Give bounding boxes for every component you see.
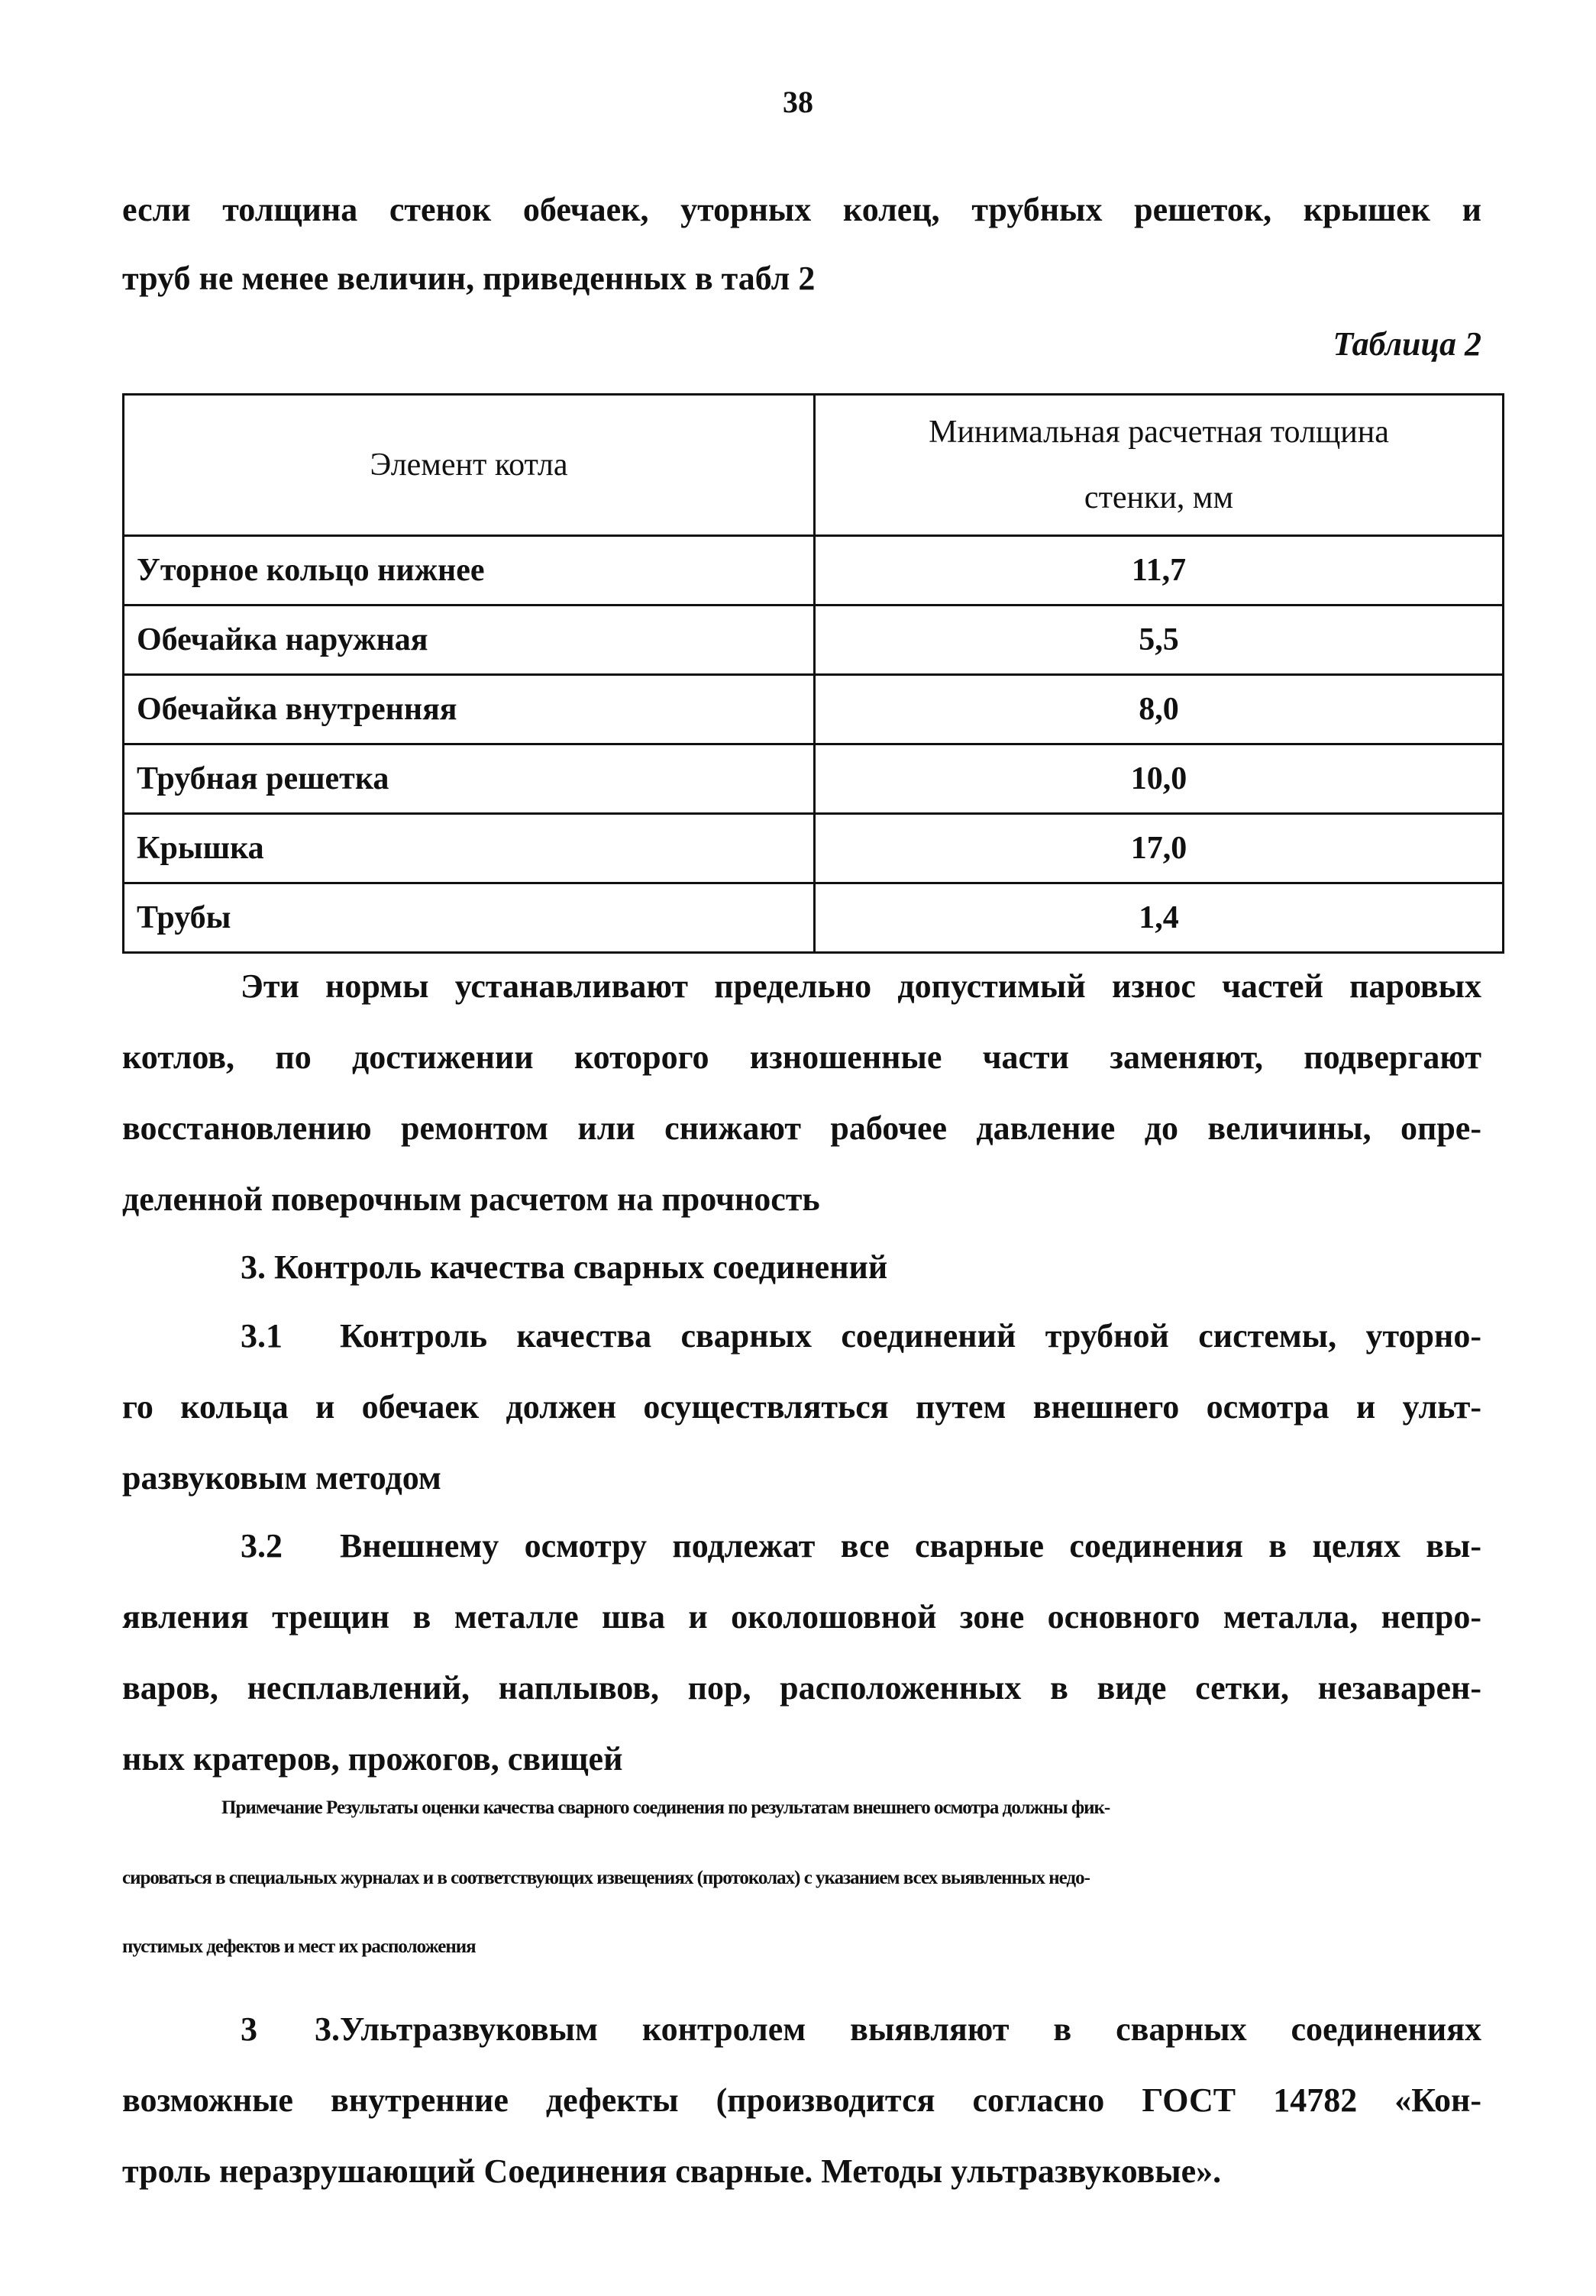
note-line-1: Примечание Результаты оценки качества сварного соединения по результатам внешнего осмотра должны фик- bbox=[221, 1797, 1110, 1818]
note-line-2: сироваться в специальных журналах и в соответствующих извещениях (протоколах) с указанием всех выявленных недо- bbox=[122, 1868, 1090, 1888]
norms-line-4: деленной поверочным расчетом на прочность bbox=[122, 1180, 820, 1218]
row-value: 1,4 bbox=[815, 883, 1504, 953]
row-value: 11,7 bbox=[815, 536, 1504, 605]
row-element: Крышка bbox=[124, 814, 815, 883]
header-thickness-line-2: стенки, мм bbox=[1084, 480, 1234, 515]
clause-3-2-text: Внешнему осмотру подлежат все сварные соединения в целях вы- bbox=[340, 1527, 1481, 1565]
table-row bbox=[124, 814, 1504, 883]
note-line-3: пустимых дефектов и мест их расположения bbox=[122, 1936, 476, 1957]
clause-3-2-number: 3.2 bbox=[241, 1527, 283, 1565]
row-element: Обечайка внутренняя bbox=[124, 675, 815, 744]
row-value: 5,5 bbox=[815, 605, 1504, 675]
clause-3-2-line-1 bbox=[241, 1523, 1481, 1569]
page-number: 38 bbox=[783, 85, 813, 119]
row-element: Трубы bbox=[124, 883, 815, 953]
table-row bbox=[124, 883, 1504, 953]
clause-3-1-number: 3.1 bbox=[241, 1317, 283, 1355]
clause-3-1-line-3: развуковым методом bbox=[122, 1459, 441, 1497]
table-row bbox=[124, 536, 1504, 605]
clause-3-2-line-4: ных кратеров, прожогов, свищей bbox=[122, 1740, 623, 1778]
intro-line-2: труб не менее величин, приведенных в табл 2 bbox=[122, 260, 816, 297]
table-row bbox=[124, 675, 1504, 744]
row-value: 10,0 bbox=[815, 744, 1504, 814]
row-element: Обечайка наружная bbox=[124, 605, 815, 675]
header-element: Элемент котла bbox=[124, 395, 815, 536]
clause-3-1-text: Контроль качества сварных соединений трубной системы, уторно- bbox=[340, 1317, 1481, 1355]
intro-line-1: если толщина стенок обечаек, уторных колец, трубных решеток, крышек и bbox=[122, 191, 1481, 228]
clause-3-2-line-3: варов, несплавлений, наплывов, пор, расположенных в виде сетки, незаварен- bbox=[122, 1669, 1481, 1707]
thickness-table bbox=[122, 393, 1504, 954]
clause-3-1-line-1 bbox=[241, 1313, 1481, 1359]
norms-line-3: восстановлению ремонтом или снижают рабочее давление до величины, опре- bbox=[122, 1109, 1481, 1147]
norms-line-2: котлов, по достижении которого изношенные части заменяют, подвергают bbox=[122, 1038, 1481, 1076]
table-header-row bbox=[124, 395, 1504, 536]
table-row bbox=[124, 605, 1504, 675]
header-thickness bbox=[815, 395, 1504, 536]
row-value: 8,0 bbox=[815, 675, 1504, 744]
clause-3-2-line-2: явления трещин в металле шва и околошовной зоне основного металла, непро- bbox=[122, 1598, 1481, 1636]
row-element: Уторное кольцо нижнее bbox=[124, 536, 815, 605]
clause-3-1-line-2: го кольца и обечаек должен осуществляться путем внешнего осмотра и ульт- bbox=[122, 1388, 1481, 1426]
row-element: Трубная решетка bbox=[124, 744, 815, 814]
row-value: 17,0 bbox=[815, 814, 1504, 883]
clause-3-3-line-1 bbox=[241, 2007, 1481, 2052]
section-3-heading: 3. Контроль качества сварных соединений bbox=[241, 1248, 888, 1286]
clause-3-3-text: Ультразвуковым контролем выявляют в сварных соединениях bbox=[340, 2010, 1481, 2048]
norms-line-1: Эти нормы устанавливают предельно допустимый износ частей паровых bbox=[241, 967, 1481, 1005]
clause-3-3-line-3: троль неразрушающий Соединения сварные. Методы ультразвуковые». bbox=[122, 2152, 1222, 2190]
table-caption: Таблица 2 bbox=[1333, 325, 1481, 363]
clause-3-3-line-2: возможные внутренние дефекты (производится согласно ГОСТ 14782 «Кон- bbox=[122, 2081, 1481, 2119]
clause-3-3-number: 3 3. bbox=[241, 2010, 340, 2048]
header-thickness-line-1: Минимальная расчетная толщина bbox=[929, 415, 1389, 450]
table-row bbox=[124, 744, 1504, 814]
